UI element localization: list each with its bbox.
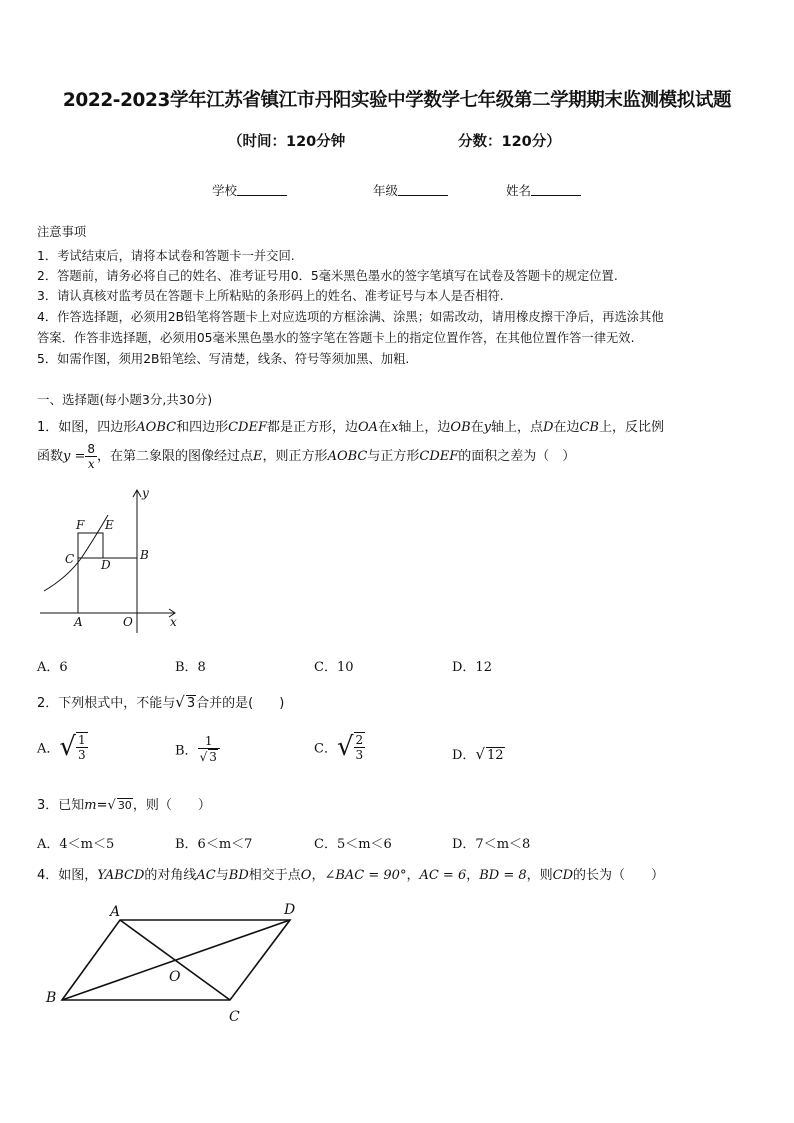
q1-option-d[interactable]: D．12: [452, 660, 492, 675]
name-label: 姓名: [506, 183, 532, 198]
q3-stem: 3．已知m=√ 30，则（ ）: [37, 798, 211, 813]
label-c: C: [229, 1009, 240, 1025]
label-c: C: [65, 552, 75, 566]
fraction: $\frac{8}{x}$: [87, 442, 96, 471]
notes-heading: 注意事项: [37, 225, 87, 239]
school-label: 学校: [212, 183, 238, 198]
q3-option-d[interactable]: D．7＜m＜8: [452, 837, 531, 852]
label-a: A: [74, 615, 83, 629]
label-b: B: [46, 990, 57, 1006]
q1-line2: 函数y = $\frac{8}{x}$ ，在第二象限的图像经过点E，则正方形AOBC与正方形CDEF的面积之差为（ ）: [37, 442, 576, 471]
grade-blank: [398, 183, 448, 196]
note-item: 4．作答选择题，必须用2B铅笔将答题卡上对应选项的方框涂满、涂黑；如需改动，请用橡皮擦干净后，再选涂其他: [37, 310, 664, 324]
q1-option-a[interactable]: A．6: [37, 660, 68, 675]
name-blank: [531, 183, 581, 196]
label-o: O: [123, 615, 133, 629]
q3-option-a[interactable]: A．4＜m＜5: [37, 837, 115, 852]
q2-stem: 2．下列根式中，不能与√ 3合并的是( ): [37, 693, 285, 711]
q1-line1: 1．如图，四边形AOBC和四边形CDEF都是正方形，边OA在x轴上，边OB在y轴上，点D在边CB上，反比例: [37, 420, 664, 435]
label-d: D: [101, 558, 111, 572]
q2-option-d[interactable]: D．√ 12: [452, 745, 504, 763]
note-item: 5．如需作图，须用2B铅笔绘、写清楚，线条、符号等须加黑、加粗.: [37, 352, 410, 366]
q2-option-c[interactable]: C．√ $\frac{2}{3}$: [314, 732, 364, 762]
q2-option-b[interactable]: B． $\frac{1}{√ 3}$: [175, 734, 220, 764]
exam-score: 分数：120分）: [458, 134, 561, 150]
label-e: E: [105, 518, 114, 532]
note-item: 答案．作答非选择题，必须用05毫米黑色墨水的签字笔在答题卡上的指定位置作答，在其他位置作答一律无效.: [37, 331, 635, 345]
school-blank: [237, 183, 287, 196]
label-d: D: [284, 902, 296, 918]
page-title: 2022-2023学年江苏省镇江市丹阳实验中学数学七年级第二学期期末监测模拟试题: [62, 90, 732, 111]
label-a: A: [110, 904, 121, 920]
school-field: [212, 181, 287, 199]
label-o: O: [169, 969, 181, 985]
label-f: F: [76, 518, 85, 532]
q4-figure: [40, 898, 310, 1030]
q2-option-a[interactable]: A．√ $\frac{1}{3}$: [37, 732, 86, 762]
label-b: B: [140, 548, 149, 562]
square-cdef: [78, 533, 103, 558]
q4-stem: 4．如图，YABCD的对角线AC与BD相交于点O，∠BAC = 90°，AC = 6，BD = 8，则CD的长为（ ）: [37, 868, 665, 883]
q1-option-c[interactable]: C．10: [314, 660, 354, 675]
q3-option-c[interactable]: C．5＜m＜6: [314, 837, 392, 852]
exam-time: （时间：120分钟: [228, 134, 346, 150]
diagonal-bd: [62, 920, 290, 1000]
q1-option-b[interactable]: B．8: [175, 660, 206, 675]
q1-figure: [38, 483, 188, 633]
note-item: 3．请认真核对监考员在答题卡上所粘贴的条形码上的姓名、准考证号与本人是否相符.: [37, 289, 504, 303]
label-y: y: [142, 486, 149, 500]
section-heading: 一、选择题(每小题3分,共30分): [37, 392, 213, 407]
grade-label: 年级: [373, 183, 399, 198]
note-item: 2．答题前，请务必将自己的姓名、准考证号用0．5毫米黑色墨水的签字笔填写在试卷及答题卡的规定位置.: [37, 269, 618, 283]
note-item: 1．考试结束后，请将本试卷和答题卡一并交回.: [37, 249, 295, 263]
grade-field: [373, 181, 448, 199]
q3-option-b[interactable]: B．6＜m＜7: [175, 837, 253, 852]
name-field: [506, 181, 581, 199]
label-x: x: [170, 615, 177, 629]
